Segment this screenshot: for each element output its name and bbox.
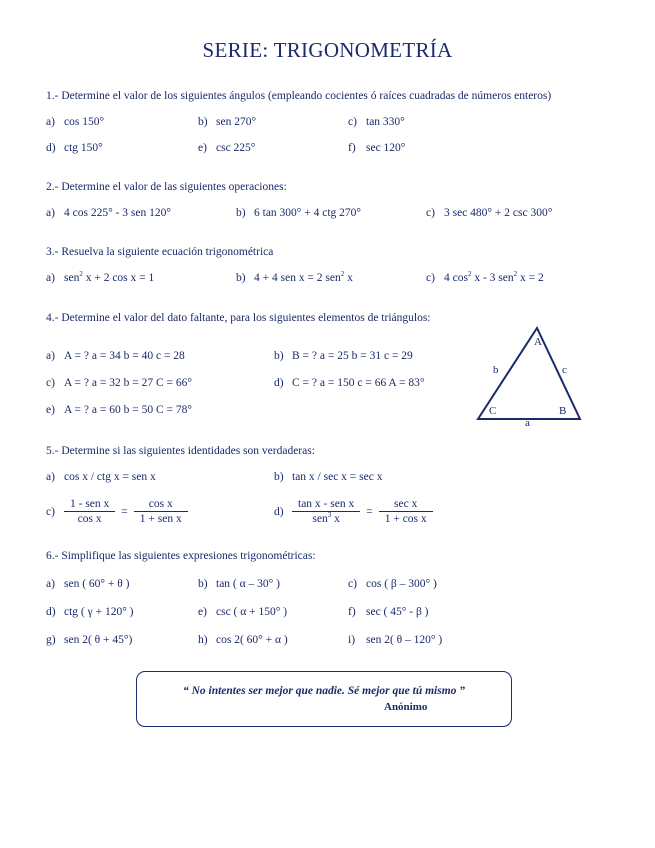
q5-heading: 5.- Determine si las siguientes identidades son verdaderas: (46, 445, 315, 457)
q6-item-i: i) sen 2( θ – 120° ) (348, 634, 443, 646)
q1-item-e: e) csc 225° (198, 142, 256, 154)
q6-item-c: c) cos ( β – 300° ) (348, 578, 437, 590)
q6-item-d: d) ctg ( γ + 120° ) (46, 606, 134, 618)
q4-item-e: e) A = ? a = 60 b = 50 C = 78° (46, 404, 192, 416)
q2-heading: 2.- Determine el valor de las siguientes operaciones: (46, 181, 287, 193)
q4-heading: 4.- Determine el valor del dato faltante, para los siguientes elementos de triángulos: (46, 312, 431, 324)
q1-item-c: c) tan 330° (348, 116, 405, 128)
q1-item-f: f) sec 120° (348, 142, 406, 154)
q4-item-c: c) A = ? a = 32 b = 27 C = 66° (46, 377, 192, 389)
q4-item-d: d) C = ? a = 150 c = 66 A = 83° (274, 377, 425, 389)
q6-item-f: f) sec ( 45° - β ) (348, 606, 429, 618)
q2-item-a: a) 4 cos 225° - 3 sen 120° (46, 207, 171, 219)
q5-item-a: a) cos x / ctg x = sen x (46, 471, 156, 483)
side-label-c: c (562, 364, 567, 376)
page-title: SERIE: TRIGONOMETRÍA (202, 38, 453, 62)
q1-item-d: d) ctg 150° (46, 142, 103, 154)
side-label-a: a (525, 417, 530, 429)
quote-text: “ No intentes ser mejor que nadie. Sé mejor que tú mismo ” (182, 685, 466, 697)
q6-item-h: h) cos 2( 60° + α ) (198, 634, 288, 646)
vertex-label-B: B (559, 405, 567, 417)
q4-item-a: a) A = ? a = 34 b = 40 c = 28 (46, 350, 185, 362)
triangle-diagram (470, 322, 588, 434)
q3-item-b: b) 4 + 4 sen x = 2 sen$^2$ x (236, 270, 353, 284)
q6-item-a: a) sen ( 60° + θ ) (46, 578, 130, 590)
q1-item-a: a) cos 150° (46, 116, 105, 128)
vertex-label-A: A (534, 336, 542, 348)
q5-item-b: b) tan x / sec x = sec x (274, 471, 383, 483)
q2-item-c: c) 3 sec 480° + 2 csc 300° (426, 207, 553, 219)
side-label-b: b (493, 364, 499, 376)
q6-item-e: e) csc ( α + 150° ) (198, 606, 288, 618)
q4-item-b: b) B = ? a = 25 b = 31 c = 29 (274, 350, 413, 362)
q6-item-g: g) sen 2( θ + 45°) (46, 634, 133, 646)
q5-item-d: d) $\frac{\text{tan x - sen x}}{sen^3 x}$ = $\frac{\text{sec x}}{\text{1 + cos x}}$ (274, 497, 433, 526)
q6-item-b: b) tan ( α – 30° ) (198, 578, 280, 590)
q5-item-c: c) $\frac{\text{1 - sen x}}{\text{cos x}}$ = $\frac{\text{cos x}}{\text{1 + sen x}}$ (46, 497, 188, 526)
q6-heading: 6.- Simplifique las siguientes expresiones trigonométricas: (46, 550, 316, 562)
q3-item-a: a) sen$^2$ x + 2 cos x = 1 (46, 270, 155, 284)
q3-heading: 3.- Resuelva la siguiente ecuación trigonométrica (46, 246, 274, 258)
q3-item-c: c) 4 $\cos^2 x - 3$ sen$^2$ x = 2 (426, 270, 544, 284)
q1-heading: 1.- Determine el valor de los siguientes ángulos (empleando cocientes ó raíces cuadradas de números enteros) (46, 90, 552, 102)
q2-item-b: b) 6 tan 300° + 4 ctg 270° (236, 207, 362, 219)
vertex-label-C: C (489, 405, 497, 417)
quote-box (136, 671, 512, 727)
quote-author: Anónimo (384, 701, 428, 713)
q1-item-b: b) sen 270° (198, 116, 257, 128)
